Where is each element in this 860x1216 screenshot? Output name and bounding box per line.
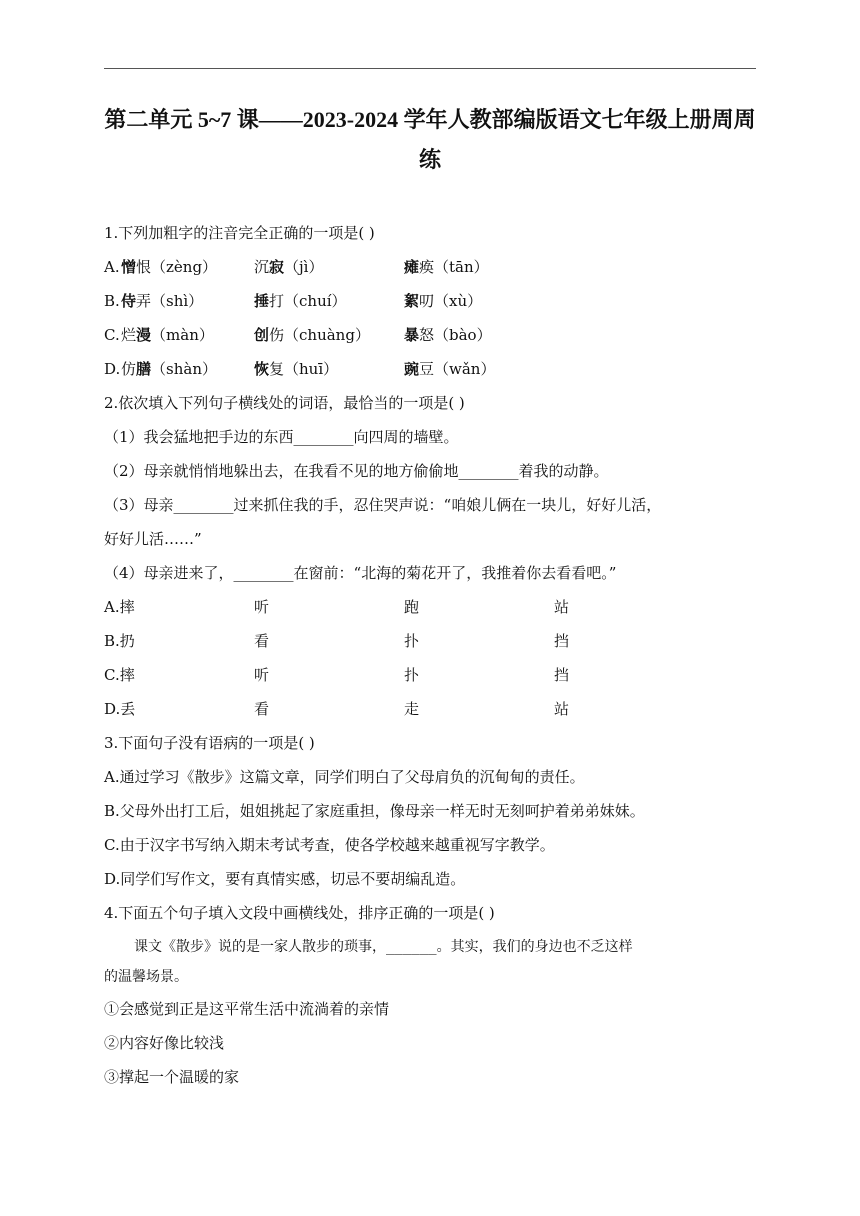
q2-sentence-3: （3）母亲________过来抓住我的手，忍住哭声说：“咱娘儿俩在一块儿，好好儿活， — [104, 496, 662, 514]
q3-option-d: D.同学们写作文，要有真情实感，切忌不要胡编乱造。 — [104, 870, 466, 888]
q3-stem: 3.下面句子没有语病的一项是( ) — [104, 734, 315, 752]
q1-option-d-word1: 仿膳（shàn） — [121, 360, 217, 378]
q1-option-c-word2: 创伤（chuàng） — [254, 326, 370, 344]
q4-item-1: ①会感觉到正是这平常生活中流淌着的亲情 — [104, 1000, 390, 1018]
q2-sentence-3-continued: 好好儿活……” — [104, 530, 202, 548]
q2-option-a-word3: 跑 — [404, 598, 420, 616]
q3-option-c: C.由于汉字书写纳入期末考试考查，使各学校越来越重视写字教学。 — [104, 836, 555, 854]
q1-option-b-word2: 捶打（chuí） — [254, 292, 347, 310]
q2-sentence-1: （1）我会猛地把手边的东西________向四周的墙壁。 — [104, 428, 459, 446]
q2-option-a: A.摔 — [104, 598, 135, 616]
q2-option-c-word4: 挡 — [554, 666, 570, 684]
page-title: 第二单元 5~7 课——2023-2024 学年人教部编版语文七年级上册周周 — [104, 107, 756, 132]
q2-option-b: B.扔 — [104, 632, 135, 650]
q1-option-a-label: A. — [104, 258, 120, 276]
q2-sentence-2: （2）母亲就悄悄地躲出去，在我看不见的地方偷偷地________着我的动静。 — [104, 462, 609, 480]
q2-sentence-4: （4）母亲进来了，________在窗前：“北海的菊花开了，我推着你去看看吧。” — [104, 564, 617, 582]
q4-item-3: ③撑起一个温暖的家 — [104, 1068, 240, 1086]
q4-item-2: ②内容好像比较浅 — [104, 1034, 225, 1052]
q2-option-a-word4: 站 — [554, 598, 570, 616]
q2-option-a-word2: 听 — [254, 598, 270, 616]
q1-option-d-label: D. — [104, 360, 121, 378]
q3-option-a: A.通过学习《散步》这篇文章，同学们明白了父母肩负的沉甸甸的责任。 — [104, 768, 585, 786]
q2-option-d-word4: 站 — [554, 700, 570, 718]
q2-option-c-word2: 听 — [254, 666, 270, 684]
q1-option-c-label: C. — [104, 326, 120, 344]
q1-option-a-word3: 瘫痪（tān） — [404, 258, 489, 276]
q4-stem: 4.下面五个句子填入文段中画横线处，排序正确的一项是( ) — [104, 904, 495, 922]
page-title-continued: 练 — [418, 147, 441, 172]
q2-option-b-word3: 扑 — [404, 632, 420, 650]
q2-option-b-word2: 看 — [254, 632, 270, 650]
q1-option-d-word3: 豌豆（wǎn） — [404, 360, 496, 378]
q2-option-c: C.摔 — [104, 666, 135, 684]
q2-option-d-word2: 看 — [254, 700, 270, 718]
q1-option-d-word2: 恢复（huī） — [254, 360, 339, 378]
header-rule — [104, 68, 756, 69]
q2-option-d: D.丢 — [104, 700, 136, 718]
q4-passage: 课文《散步》说的是一家人散步的琐事，______。其实，我们的身边也不乏这样 — [134, 939, 633, 955]
q1-option-a-word1: 憎恨（zèng） — [121, 258, 218, 276]
q1-option-b-word3: 絮叨（xù） — [404, 292, 483, 310]
q1-option-b-word1: 侍弄（shì） — [121, 292, 204, 310]
q2-stem: 2.依次填入下列句子横线处的词语，最恰当的一项是( ) — [104, 394, 465, 412]
q1-stem: 1.下列加粗字的注音完全正确的一项是( ) — [104, 224, 375, 242]
q3-option-b: B.父母外出打工后，姐姐挑起了家庭重担，像母亲一样无时无刻呵护着弟弟妹妹。 — [104, 802, 645, 820]
q1-option-c-word3: 暴怒（bào） — [404, 326, 492, 344]
q1-option-a-word2: 沉寂（jì） — [254, 258, 324, 276]
q1-option-c-word1: 烂漫（màn） — [121, 326, 214, 344]
q4-passage-continued: 的温馨场景。 — [104, 969, 188, 985]
q2-option-c-word3: 扑 — [404, 666, 420, 684]
q1-option-b-label: B. — [104, 292, 120, 310]
q2-option-d-word3: 走 — [404, 700, 420, 718]
q2-option-b-word4: 挡 — [554, 632, 570, 650]
